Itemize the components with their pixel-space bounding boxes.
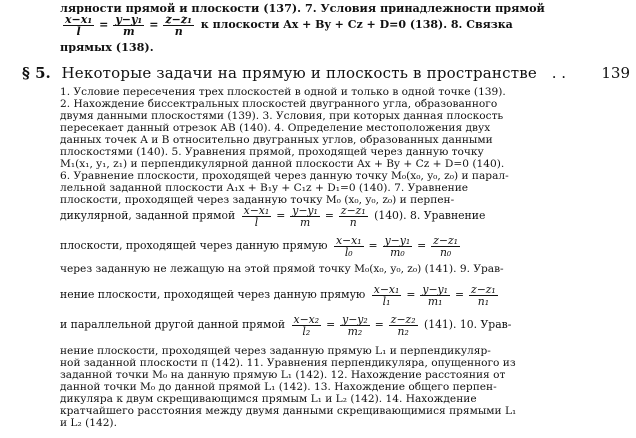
top-line-1: лярности прямой и плоскости (137). 7. Условия принадлежности прямой xyxy=(60,2,545,14)
body-line: ной заданной плоскости π (142). 11. Уравнения перпендикуляра, опущенного из xyxy=(60,357,516,369)
top-line-3: прямых (138). xyxy=(60,41,154,53)
formula-lead: плоскости, проходящей через данную прямую xyxy=(60,239,328,252)
top-line-2-tail: к плоскости Ax + By + Cz + D=0 (138). 8. Связка xyxy=(200,18,513,31)
fraction: $\frac{\text{x−x₁}}{\text{l₁}}$ xyxy=(373,283,400,307)
formula-line-4: нение плоскости, проходящей через данную прямую $\frac{\text{x−x₁}}{\text{l₁}}$ = $\frac{\text{y−y₁}}{\text{m₁}}$ = $\frac{\text{z−z₁}}{\text{n₁}}$ xyxy=(60,283,496,307)
fraction: $\frac{\text{z−z₁}}{n}$ xyxy=(340,204,366,228)
body-line: данных точек A и B относительно двугранных углов, образованных данными xyxy=(60,134,493,146)
fraction: $\frac{\text{x−x₂}}{\text{l₂}}$ xyxy=(293,313,320,337)
body-line: плоскостями (140). 5. Уравнения прямой, проходящей через данную точку xyxy=(60,146,484,158)
fraction: $\frac{\text{x−x₁}}{l}$ xyxy=(65,13,93,37)
fraction: $\frac{\text{z−z₁}}{n}$ xyxy=(165,13,192,37)
fraction: $\frac{\text{y−y₁}}{m}$ xyxy=(115,13,143,37)
fraction: $\frac{\text{y−y₁}}{m}$ xyxy=(292,204,318,228)
body-line: плоскости, проходящей через заданную точку M₀ (x₀, y₀, z₀) и перпен- xyxy=(60,194,455,206)
fraction: $\frac{\text{z−z₂}}{\text{n₂}}$ xyxy=(390,313,416,337)
body-line: 2. Нахождение биссектральных плоскостей двугранного угла, образованного xyxy=(60,98,498,110)
formula-line-2: плоскости, проходящей через данную прямую $\frac{\text{x−x₁}}{\text{l₀}}$ = $\frac{\text{y−y₁}}{\text{m₀}}$ = $\frac{\text{z−z₁}}{\text{n₀}}$ xyxy=(60,234,458,258)
section-number: § 5. xyxy=(22,64,51,82)
fraction: $\frac{\text{y−y₁}}{\text{m₁}}$ xyxy=(422,283,448,307)
body-line: кратчайшего расстояния между двумя данными скрещивающимися прямыми L₁ xyxy=(60,405,517,417)
fraction: $\frac{\text{x−x₁}}{l}$ xyxy=(243,204,270,228)
body-line: лельной заданной плоскости A₁x + B₁y + C₁z + D₁=0 (140). 7. Уравнение xyxy=(60,182,469,194)
section-page-number: 139 xyxy=(601,64,630,82)
formula-lead: и параллельной другой данной прямой xyxy=(60,318,286,331)
formula-tail: (141). 10. Урав- xyxy=(423,318,512,331)
formula-lead: нение плоскости, проходящей через данную прямую xyxy=(60,288,366,301)
body-line: и L₂ (142). xyxy=(60,417,117,429)
fraction: $\frac{\text{x−x₁}}{\text{l₀}}$ xyxy=(335,234,362,258)
body-line: нение плоскости, проходящей через заданную прямую L₁ и перпендикуляр- xyxy=(60,345,491,357)
fraction: $\frac{\text{z−z₁}}{\text{n₁}}$ xyxy=(471,283,496,307)
section-leader: . . xyxy=(551,64,567,82)
section-title: Некоторые задачи на прямую и плоскость в пространстве xyxy=(61,64,537,82)
body-line: 1. Условие пересечения трех плоскостей в одной и только в одной точке (139). xyxy=(60,86,506,98)
body-line: M₁(x₁, y₁, z₁) и перпендикулярной данной плоскости Ax + By + Cz + D=0 (140). xyxy=(60,158,505,170)
formula-tail: (140). 8. Уравнение xyxy=(374,209,486,222)
top-formula-line: $\frac{\text{x−x₁}}{l}$ = $\frac{\text{y−y₁}}{m}$ = $\frac{\text{z−z₁}}{n}$ к плоскости Ax + By + Cz + D=0 (138). 8. Связка xyxy=(65,13,513,37)
body-line: двумя данными плоскостями (139). 3. Условия, при которых данная плоскость xyxy=(60,110,504,122)
fraction: $\frac{\text{z−z₁}}{\text{n₀}}$ xyxy=(433,234,458,258)
formula-line-1: дикулярной, заданной прямой $\frac{\text{x−x₁}}{l}$ = $\frac{\text{y−y₁}}{m}$ = $\frac{\text{z−z₁}}{n}$ (140). 8. Уравнение xyxy=(60,204,486,228)
body-line: заданной точки M₀ на данную прямую L₁ (142). 12. Нахождение расстояния от xyxy=(60,369,506,381)
body-line: пересекает данный отрезок AB (140). 4. Определение местоположения двух xyxy=(60,122,491,134)
fraction: $\frac{\text{y−y₂}}{\text{m₂}}$ xyxy=(342,313,368,337)
formula-line-3: через заданную не лежащую на этой прямой точку M₀(x₀, y₀, z₀) (141). 9. Урав- xyxy=(60,263,504,275)
body-line: данной точки M₀ до данной прямой L₁ (142). 13. Нахождение общего перпен- xyxy=(60,381,497,393)
body-line: 6. Уравнение плоскости, проходящей через данную точку M₀(x₀, y₀, z₀) и парал- xyxy=(60,170,509,182)
body-line: дикуляра к двум скрещивающимся прямым L₁ и L₂ (142). 14. Нахождение xyxy=(60,393,477,405)
formula-line-5: и параллельной другой данной прямой $\frac{\text{x−x₂}}{\text{l₂}}$ = $\frac{\text{y−y₂}}{\text{m₂}}$ = $\frac{\text{z−z₂}}{\text{n₂}}$ (141). 10. Урав- xyxy=(60,313,512,337)
section-heading xyxy=(22,64,634,82)
fraction: $\frac{\text{y−y₁}}{\text{m₀}}$ xyxy=(384,234,411,258)
formula-lead: дикулярной, заданной прямой xyxy=(60,209,236,222)
